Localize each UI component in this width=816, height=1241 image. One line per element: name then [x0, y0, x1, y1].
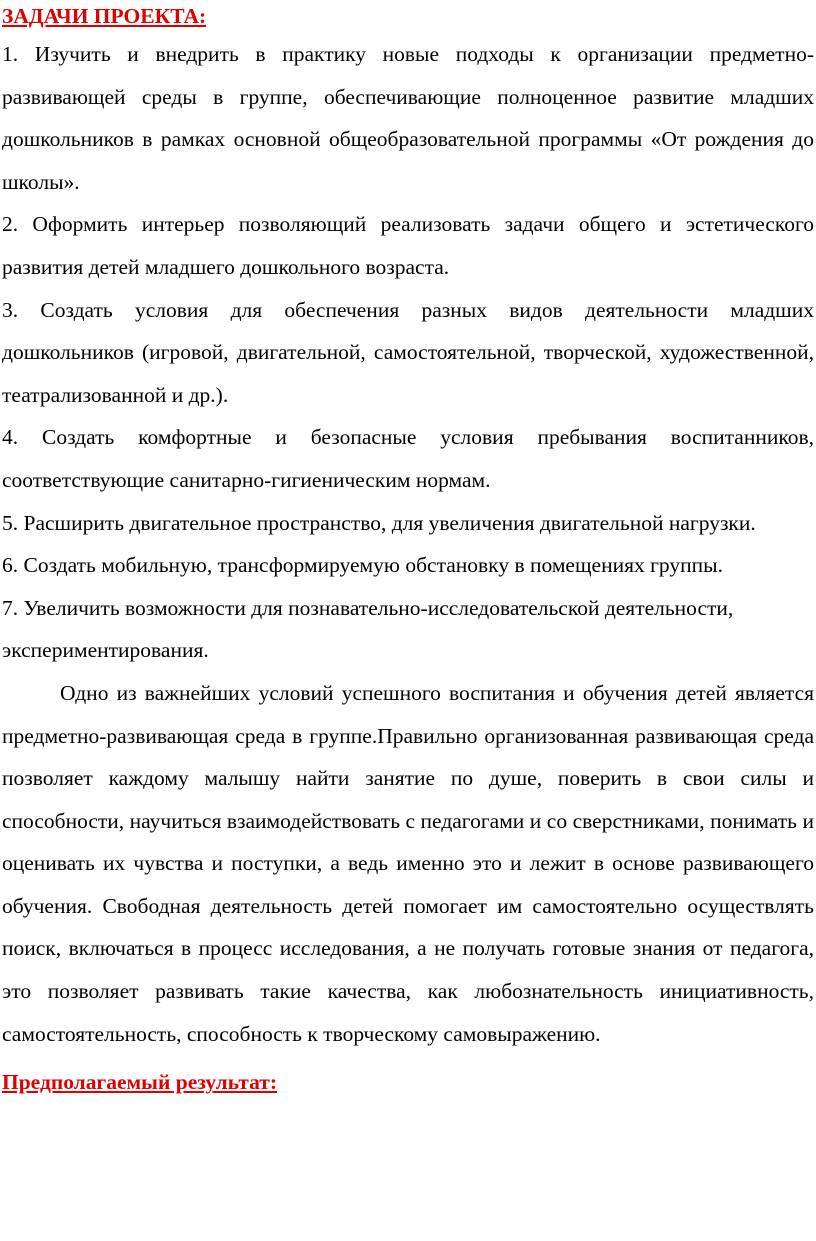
document-page	[2, 0, 814, 1104]
project-tasks-heading: ЗАДАЧИ ПРОЕКТА:	[2, 4, 207, 28]
task-item-7: 7. Увеличить возможности для познавательно-исследовательской деятельности, экспериментирования.	[2, 595, 734, 663]
task-item-4: 4. Создать комфортные и безопасные условия пребывания воспитанников, соответствующие санитарно-гигиеническим нормам.	[2, 425, 814, 492]
task-item-1: 1. Изучить и внедрить в практику новые подходы к организации предметно-развивающей среды в группе, обеспечивающие полноценное развитие младших дошкольников в рамках основной общеобразовательной программы «От рождения до школы».	[2, 42, 814, 194]
task-item-2: 2. Оформить интерьер позволяющий реализовать задачи общего и эстетического развития детей младшего дошкольного возраста.	[2, 212, 814, 279]
expected-result-heading: Предполагаемый результат:	[2, 1070, 277, 1095]
body-paragraph: Одно из важнейших условий успешного воспитания и обучения детей является предметно-развивающая среда в группе.Правильно организованная развивающая среда позволяет каждому малышу найти занятие по душе, поверить в свои силы и способности, научиться взаимодействовать с педагогами и со сверстниками, понимать и оценивать их чувства и поступки, а ведь именно это и лежит в основе развивающего обучения. Свободная деятельность детей помогает им самостоятельно осуществлять поиск, включаться в процесс исследования, а не получать готовые знания от педагога, это позволяет развивать такие качества, как любознательность инициативность, самостоятельность, способность к творческому самовыражению.	[2, 680, 814, 1046]
task-item-5: 5. Расширить двигательное пространство, для увеличения двигательной нагрузки.	[2, 510, 756, 535]
task-item-3: 3. Создать условия для обеспечения разных видов деятельности младших дошкольников (игровой, двигательной, самостоятельной, творческой, художественной, театрализованной и др.).	[2, 297, 814, 407]
task-item-6: 6. Создать мобильную, трансформируемую обстановку в помещениях группы.	[2, 553, 723, 578]
